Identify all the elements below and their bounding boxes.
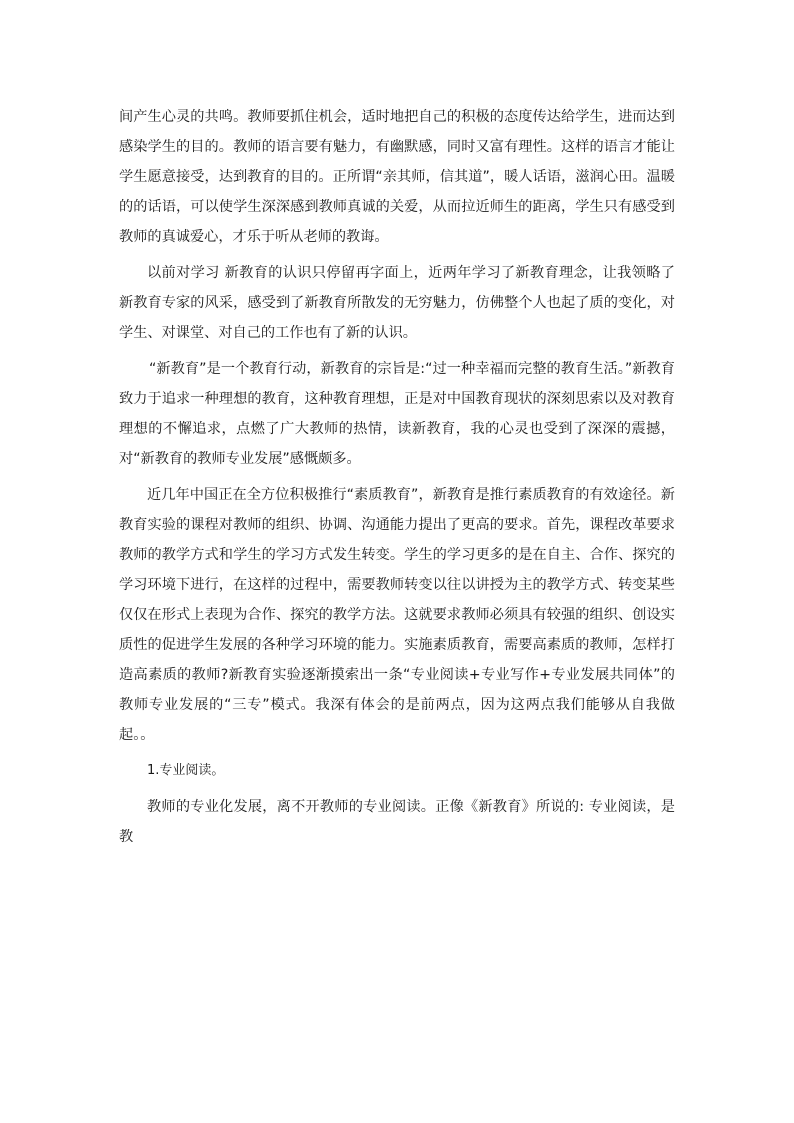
paragraph-5: 教师的专业化发展，离不开教师的专业阅读。正像《新教育》所说的: 专业阅读，是教 — [119, 799, 675, 845]
paragraph-2: 以前对学习 新教育的认识只停留再字面上，近两年学习了新教育理念，让我领略了新教育专家的风采，感受到了新教育所散发的无穷魅力，仿佛整个人也起了质的变化，对学生、对课堂、对自己的工作也有了新的认识。 — [119, 265, 675, 341]
section-heading-professional-reading: 1.专业阅读。 — [147, 763, 225, 778]
document-body — [119, 102, 675, 852]
paragraph-4: 近几年中国正在全方位积极推行“素质教育”，新教育是推行素质教育的有效途径。新教育实验的课程对教师的组织、协调、沟通能力提出了更高的要求。首先，课程改革要求教师的教学方式和学生的学习方式发生转变。学生的学习更多的是在自主、合作、探究的学习环境下进行，在这样的过程中，需要教师转变以往以讲授为主的教学方式、转变某些仅仅在形式上表现为合作、探究的教学方法。这就要求教师必须具有较强的组织、创设实质性的促进学生发展的各种学习环境的能力。实施素质教育，需要高素质的教师，怎样打造高素质的教师?新教育实验逐渐摸索出一条“专业阅读+专业写作+专业发展共同体”的教师专业发展的“三专”模式。我深有体会的是前两点，因为这两点我们能够从自我做起。。 — [119, 487, 675, 743]
paragraph-3: “新教育”是一个教育行动，新教育的宗旨是:“过一种幸福而完整的教育生活。”新教育致力于追求一种理想的教育，这种教育理想，正是对中国教育现状的深刻思索以及对教育理想的不懈追求，点燃了广大教师的热情，读新教育，我的心灵也受到了深深的震撼，对“新教育的教师专业发展”感慨颇多。 — [119, 361, 675, 467]
paragraph-1: 间产生心灵的共鸣。教师要抓住机会，适时地把自己的积极的态度传达给学生，进而达到感染学生的目的。教师的语言要有魅力，有幽默感，同时又富有理性。这样的语言才能让学生愿意接受，达到教育的目的。正所谓“亲其师，信其道”，暖人话语，滋润心田。温暖的的话语，可以使学生深深感到教师真诚的关爱，从而拉近师生的距离，学生只有感受到教师的真诚爱心，才乐于听从老师的教诲。 — [119, 109, 675, 245]
